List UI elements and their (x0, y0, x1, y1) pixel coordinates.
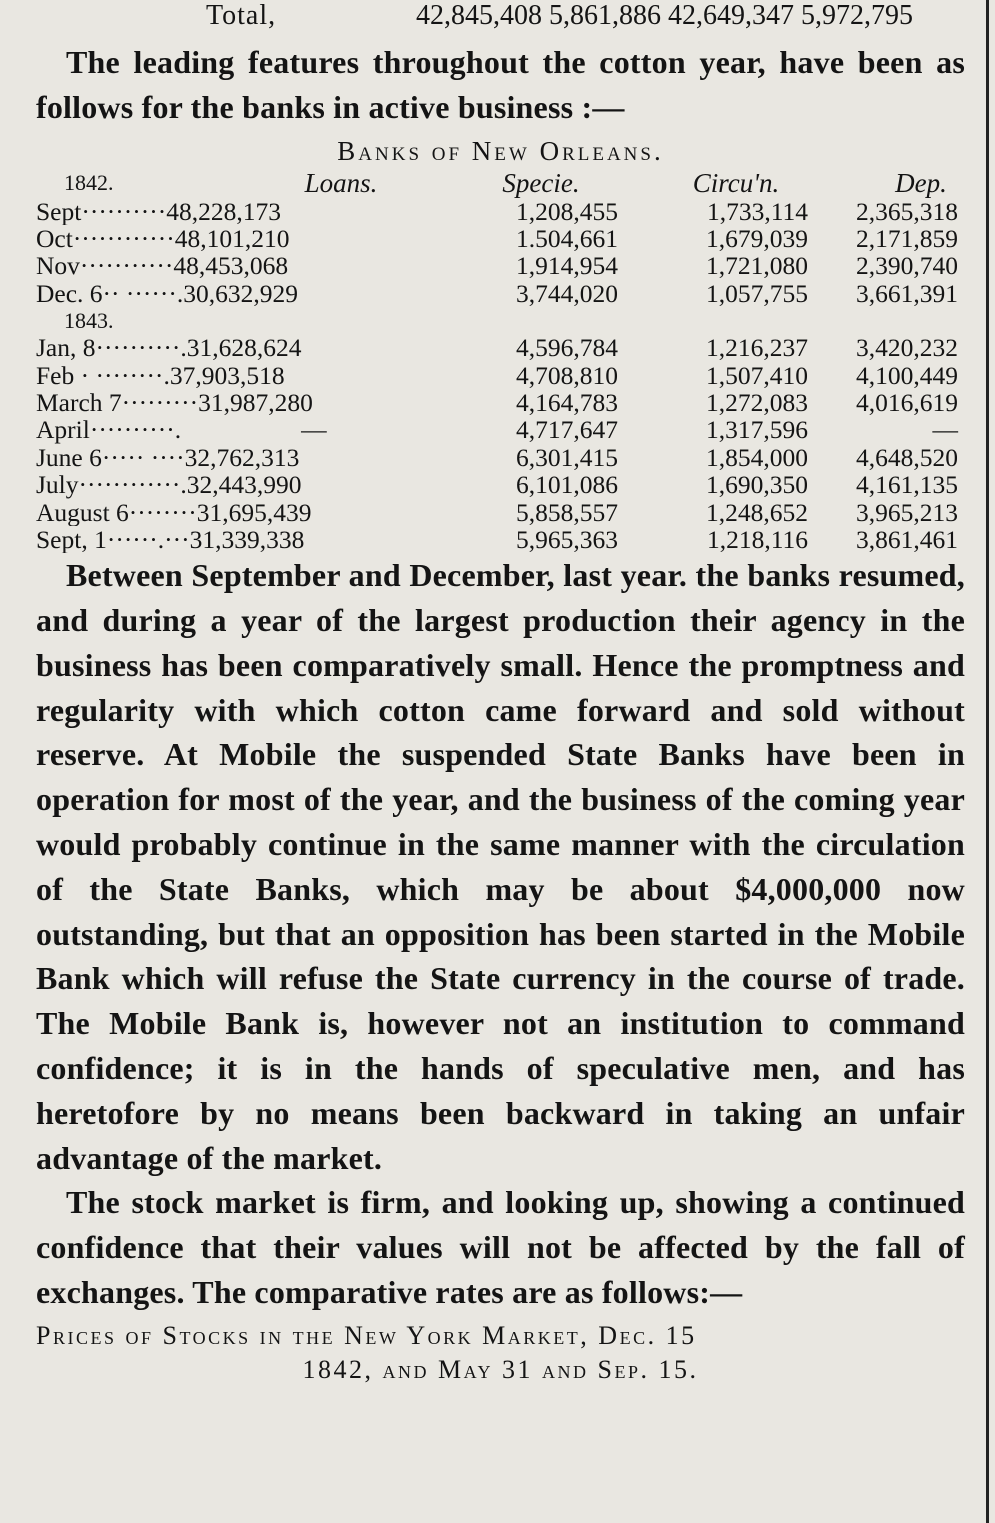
row-dep: 3,661,391 (856, 278, 958, 308)
table-row (36, 252, 965, 279)
total-row (36, 0, 965, 40)
row-dep: 2,365,318 (856, 196, 958, 226)
row-circ: 1,218,116 (706, 524, 808, 554)
row-label: Sept, 1······.···31,339,338 (36, 525, 305, 554)
row-circ: 1,690,350 (706, 470, 808, 500)
row-label: March 7·········31,987,280 (36, 388, 313, 417)
total-label: Total, (206, 0, 277, 31)
row-dep: 3,965,213 (856, 497, 958, 527)
row-label: Dec. 6·· ······.30,632,929 (36, 279, 298, 308)
table-row (36, 362, 965, 389)
rows-1843 (36, 334, 965, 553)
row-specie: 4,596,784 (516, 333, 618, 363)
row-label: Nov···········48,453,068 (36, 252, 289, 280)
row-circ: 1,721,080 (706, 251, 808, 281)
row-dep: 4,648,520 (856, 442, 958, 472)
table-row (36, 280, 965, 307)
table-row (36, 416, 965, 443)
row-label: Jan, 8··········.31,628,624 (36, 334, 302, 362)
column-rule (986, 0, 989, 1523)
row-specie: 4,717,647 (516, 415, 618, 445)
stock-market-paragraph: The stock market is firm, and looking up, showing a continued confidence that their values will not be affected by the fall of exchanges. The comparative rates are as follows:— (36, 1184, 965, 1311)
row-specie: 6,301,415 (516, 442, 618, 472)
header-loans: Loans. (304, 167, 378, 198)
row-dep: 4,161,135 (856, 470, 958, 500)
rows-1842 (36, 198, 965, 308)
row-dep: 4,016,619 (856, 387, 958, 417)
row-specie: 1.504,661 (516, 223, 618, 253)
row-specie: 1,208,455 (516, 196, 618, 226)
row-dep: 3,420,232 (856, 333, 958, 363)
intro-paragraph: The leading features throughout the cotton year, have been as follows for the banks in active business :— (36, 44, 965, 125)
row-circ: 1,216,237 (706, 333, 808, 363)
banks-table-caption: Banks of New Orleans. (337, 135, 664, 166)
table-row (36, 225, 965, 252)
row-dep: 2,390,740 (856, 251, 958, 281)
row-dep: 2,171,859 (856, 223, 958, 253)
row-circ: 1,733,114 (706, 196, 808, 226)
row-circ: 1,854,000 (706, 442, 808, 472)
row-specie: 4,164,783 (516, 387, 618, 417)
banks-paragraph: Between September and December, last year. the banks resumed, and during a year of the largest production their agency in the business has been comparatively small. Hence the promptness and regularity with which cotton came forward and sold without reserve. At Mobile the suspended State Banks have been in operation for most of the year, and the business of the coming year would probably continue in the same manner with the circulation of the State Banks, which may be about $4,000,000 now outstanding, but that an opposition has been started in the Mobile Bank which will refuse the State currency in the course of trade. The Mobile Bank is, however not an institution to command confidence; it is in the hands of speculative men, and has heretofore by no means been backward in taking an unfair advantage of the market. (36, 557, 965, 1176)
header-circulation: Circu'n. (692, 167, 780, 198)
row-label: Oct············48,101,210 (36, 224, 290, 253)
row-specie: 1,914,954 (516, 251, 618, 281)
year-1842-label: 1842. (64, 169, 114, 195)
stocks-caption-line1: Prices of Stocks in the New York Market, Dec. 15 (36, 1320, 697, 1350)
row-circ: 1,057,755 (706, 278, 808, 308)
row-label: August 6········31,695,439 (36, 498, 312, 526)
table-row (36, 471, 965, 498)
row-circ: 1,679,039 (706, 223, 808, 253)
row-circ: 1,507,410 (706, 360, 808, 390)
stocks-caption (36, 1319, 965, 1387)
table-row (36, 526, 965, 553)
row-specie: 4,708,810 (516, 360, 618, 390)
row-specie: 5,965,363 (516, 524, 618, 554)
row-label: Feb · ········.37,903,518 (36, 361, 285, 389)
row-dep: — (932, 415, 958, 445)
row-label: Sept··········48,228,173 (36, 197, 282, 225)
row-label: April··········. — (36, 416, 327, 444)
row-label: June 6····· ····32,762,313 (36, 443, 300, 472)
row-dep: 3,861,461 (856, 524, 958, 554)
row-circ: 1,272,083 (706, 387, 808, 417)
table-row (36, 444, 965, 471)
row-specie: 3,744,020 (516, 278, 618, 308)
header-deposits: Dep. (895, 167, 947, 198)
header-specie: Specie. (502, 167, 580, 198)
row-circ: 1,248,652 (706, 497, 808, 527)
total-values: 42,845,408 5,861,886 42,649,347 5,972,795 (416, 0, 913, 31)
banks-table-header (36, 168, 965, 198)
year-1843-label: 1843. (64, 308, 114, 334)
row-specie: 5,858,557 (516, 497, 618, 527)
row-dep: 4,100,449 (856, 360, 958, 390)
row-circ: 1,317,596 (706, 415, 808, 445)
row-specie: 6,101,086 (516, 470, 618, 500)
table-row (36, 334, 965, 361)
row-label: July············.32,443,990 (36, 471, 302, 499)
stocks-caption-line2: 1842, and May 31 and Sep. 15. (302, 1354, 699, 1384)
table-row (36, 499, 965, 526)
table-row (36, 198, 965, 225)
table-row (36, 389, 965, 416)
